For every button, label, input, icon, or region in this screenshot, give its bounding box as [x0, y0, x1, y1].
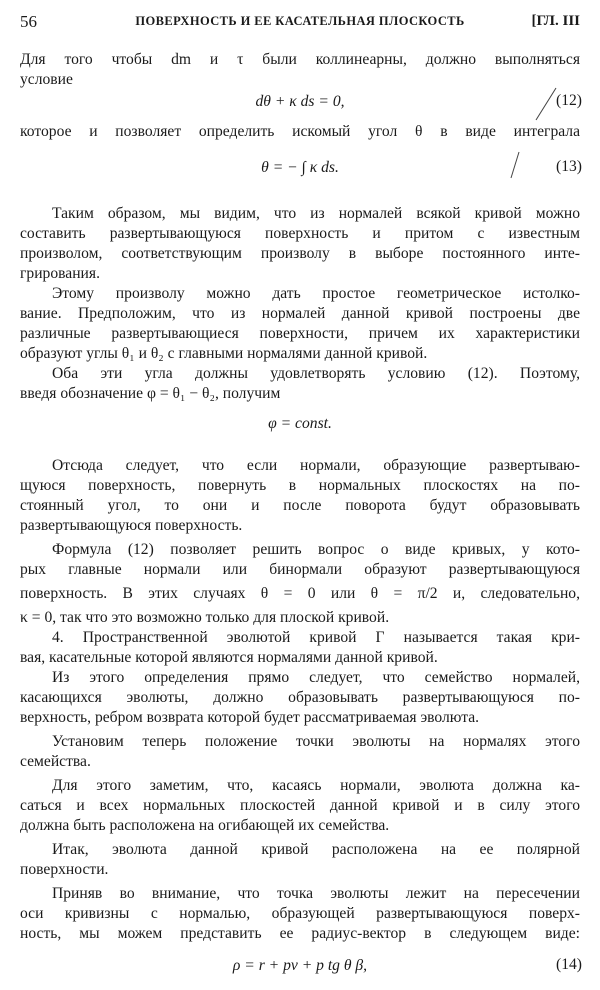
text-line: Итак, эволюта данной кривой расположена на ее полярной [52, 841, 580, 858]
text-line: составить развертывающуюся поверхность и притом с известным [20, 225, 580, 242]
text-line: которое и позволяет определить искомый угол θ в виде интеграла [20, 123, 580, 140]
text-line: Для этого заметим, что, касаясь нормали, эволюта должна ка- [52, 777, 580, 794]
text-line: введя обозначение φ = θ₁ − θ₂, получим [20, 385, 281, 402]
text-line: поверхности. [20, 861, 109, 878]
text-line: грирования. [20, 265, 100, 282]
equation-number-13: (13) [556, 158, 582, 175]
page-number: 56 [20, 12, 37, 31]
text-line: Установим теперь положение точки эволюты на нормалях этого [52, 733, 580, 750]
text-line: Формула (12) позволяет решить вопрос о виде кривых, у кото- [52, 541, 580, 558]
equation-number-14: (14) [556, 956, 582, 973]
text-line: развертывающуюся поверхность. [20, 517, 243, 534]
text-line: 4. Пространственной эволютой кривой Γ называется такая кри- [52, 629, 580, 646]
margin-pencil-mark [505, 150, 525, 180]
text-line: касающихся эволюты, должно образовывать развертывающуюся по- [20, 689, 580, 706]
text-line: Оба эти угла должны удовлетворять условию (12). Поэтому, [52, 365, 580, 382]
text-line: оси кривизны с нормалью, образующей развертывающуюся поверх- [20, 905, 580, 922]
text-line: Отсюда следует, что если нормали, образующие развертываю- [52, 457, 580, 474]
margin-pencil-mark [530, 86, 560, 122]
text-line: вая, касательные которой являются нормалями данной кривой. [20, 649, 438, 666]
text-line: κ = 0, так что это возможно только для плоской кривой. [20, 609, 390, 626]
chapter-ref: [ГЛ. III [531, 13, 580, 29]
text-line: поверхность. В этих случаях θ = 0 или θ = π/2 и, следовательно, [20, 585, 580, 602]
text-line: вание. Предположим, что из нормалей данной кривой построены две [20, 305, 580, 322]
text-line: верхность, ребром возврата которой будет рассматриваемая эволюта. [20, 709, 480, 726]
text-line: Из этого определения прямо следует, что семейство нормалей, [52, 669, 580, 686]
text-line: Таким образом, мы видим, что из нормалей всякой кривой можно [52, 205, 580, 222]
equation-number-12: (12) [556, 92, 582, 109]
text-line: рых главные нормали или бинормали образуют развертывающуюся [20, 561, 580, 578]
text-line: произволом, соответствующим произволу в выборе постоянного инте- [20, 245, 580, 262]
text-line: семейства. [20, 753, 91, 770]
text-line: Этому произволу можно дать простое геометрическое истолко- [52, 285, 580, 302]
text-line: стоянный угол, то они и после поворота будут образовывать [20, 497, 580, 514]
text-line: щуюся поверхность, повернуть в нормальных плоскостях на по- [20, 477, 580, 494]
equation-13: θ = − ∫ κ ds. [261, 159, 339, 176]
running-head: ПОВЕРХНОСТЬ И ЕЕ КАСАТЕЛЬНАЯ ПЛОСКОСТЬ [135, 14, 465, 28]
text-line: различные развертывающиеся поверхности, причем их характеристики [20, 325, 580, 342]
text-line: условие [20, 71, 73, 88]
text-line: должна быть расположена на огибающей их семейства. [20, 817, 390, 834]
equation-phi-const: φ = const. [268, 415, 332, 432]
text-line: ность, мы можем представить ее радиус-вектор в следующем виде: [20, 925, 580, 942]
text-line: Приняв во внимание, что точка эволюты лежит на пересечении [52, 885, 580, 902]
page-header [20, 12, 580, 34]
text-line: Для того чтобы dm и τ были коллинеарны, должно выполняться [20, 51, 580, 68]
equation-14: ρ = r + pν + p tg θ β, [232, 957, 368, 974]
text-line: образуют углы θ₁ и θ₂ с главными нормалями данной кривой. [20, 345, 428, 362]
text-line: саться и всех нормальных плоскостей данной кривой и в силу этого [20, 797, 580, 814]
equation-12: dθ + κ ds = 0, [255, 93, 345, 110]
